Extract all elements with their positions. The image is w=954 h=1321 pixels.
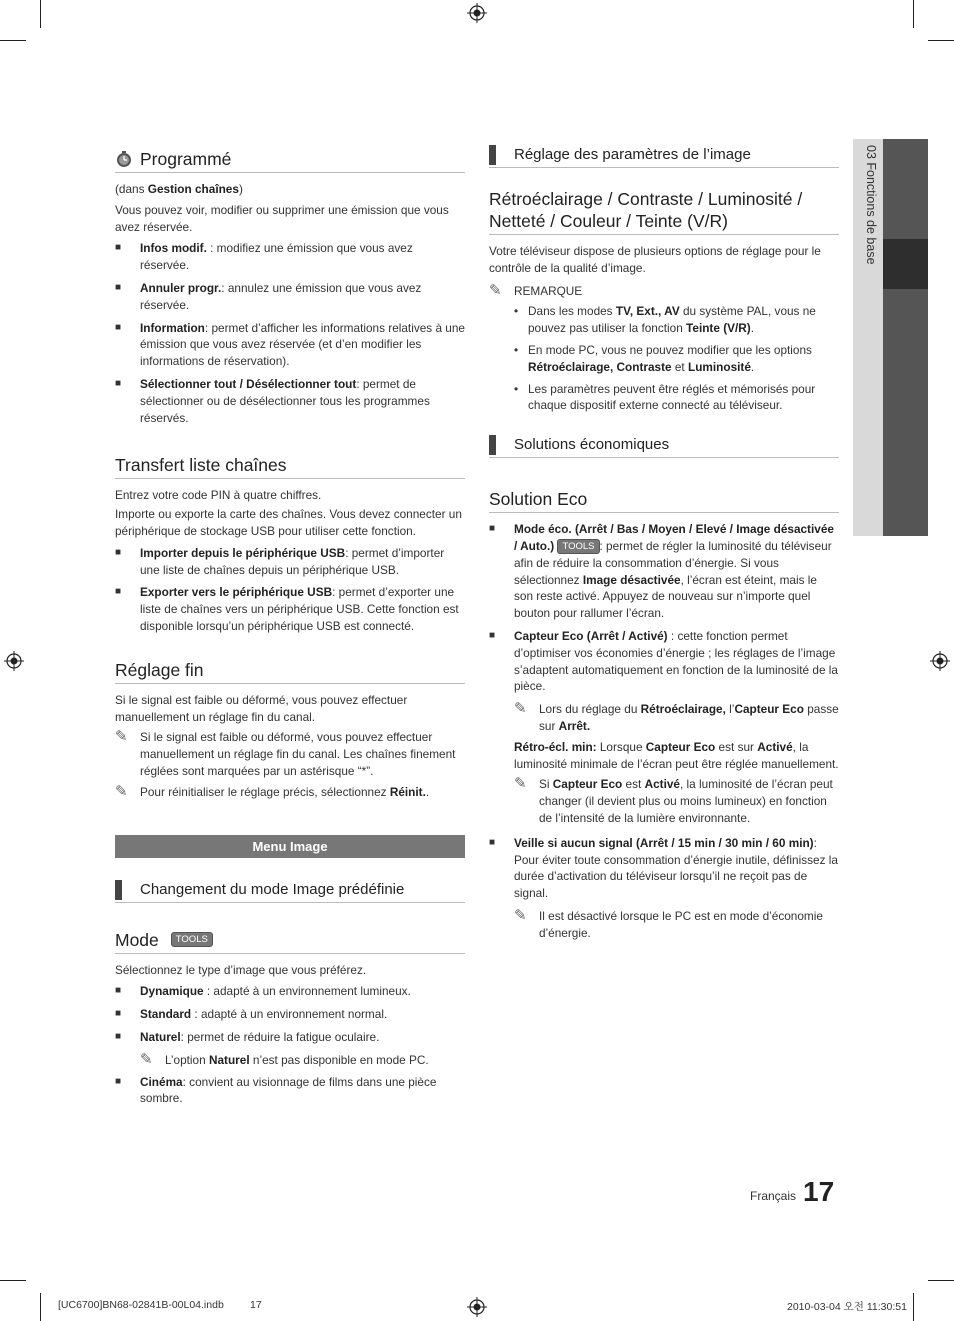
list-item: ■ Importer depuis le périphérique USB: permet d’importer une liste de chaînes depuis un périphérique USB.	[115, 545, 445, 577]
list-item: ■ Naturel: permet de réduire la fatigue oculaire.	[115, 1029, 380, 1044]
clock-icon	[115, 150, 133, 168]
list-item: ■ Annuler progr.: annulez une émission que vous avez réservée.	[115, 280, 422, 312]
section-title: Programmé	[140, 149, 232, 169]
crop-mark	[40, 1293, 41, 1321]
list-item: ■ Standard : adapté à un environnement normal.	[115, 1007, 388, 1022]
note: ✎ L’option Naturel n’est pas disponible en mode PC.	[140, 1050, 429, 1068]
crop-mark	[928, 40, 954, 41]
side-tab-block	[883, 289, 928, 536]
pencil-icon: ✎	[489, 281, 502, 299]
right-column	[489, 140, 839, 946]
list-item: ■ Cinéma: convient au visionnage de films dans une pièce sombre.	[115, 1074, 437, 1106]
section-heading-retro: Rétroéclairage / Contraste / Luminosité / Netteté / Couleur / Teinte (V/R)	[489, 188, 839, 235]
section-heading-eco: Solution Eco	[489, 489, 588, 510]
paragraph: Si le signal est faible ou déformé, vous pouvez effectuer manuellement un réglage fin du canal.	[115, 692, 408, 724]
list-item: ■ Capteur Eco (Arrêt / Activé) : cette fonction permet d’optimiser vos économies d’énergie ; les réglages de l’image s’adaptent automatiquement en fonction de la luminosité de la pièce.	[489, 628, 838, 694]
context-line: (dans Gestion chaînes)	[115, 182, 243, 196]
list-item: ■ Mode éco. (Arrêt / Bas / Moyen / Elevé / Image désactivée / Auto.) TOOLS : permet de régler la luminosité du téléviseur afin de réduire la consommation d’énergie. Si vous sélectionnez Image désactivée, l’écran est éteint, mais le son reste activé. Appuyez de nouveau sur n’importe quel bouton pour rallumer l’écran.	[489, 522, 834, 621]
crop-mark	[0, 1280, 26, 1281]
side-tab-block	[883, 139, 928, 239]
pencil-icon: ✎	[115, 782, 128, 800]
pencil-icon: ✎	[115, 728, 128, 746]
tools-badge: TOOLS	[557, 539, 599, 554]
print-page-number: 17	[250, 1299, 262, 1311]
list-item: ■ Dynamique : adapté à un environnement lumineux.	[115, 984, 411, 999]
crop-mark	[928, 1280, 954, 1281]
note: ✎ Pour réinitialiser le réglage précis, sélectionnez Réinit..	[115, 782, 430, 800]
note: ✎ Si Capteur Eco est Activé, la luminosité de l’écran peut changer (il devient plus ou moins lumineux) en fonction de l’intensité de la lumière environnante.	[514, 775, 833, 825]
pencil-icon: ✎	[514, 700, 527, 718]
footer-language: Français	[750, 1189, 797, 1203]
registration-mark-icon	[467, 3, 487, 23]
pencil-icon: ✎	[140, 1050, 153, 1068]
list-item: ■ Infos modif. : modifiez une émission que vous avez réservée.	[115, 241, 413, 273]
pencil-icon: ✎	[514, 775, 527, 793]
section-heading-mode: Mode TOOLS	[115, 929, 465, 954]
sub-heading: Solutions économiques	[489, 435, 839, 458]
side-tab-label: 03 Fonctions de base	[864, 145, 878, 265]
paragraph: Rétro-écl. min: Lorsque Capteur Eco est sur Activé, la luminosité minimale de l’écran peut être réglée manuellement.	[514, 739, 839, 771]
registration-mark-icon	[467, 1297, 487, 1317]
left-column	[115, 140, 465, 1113]
registration-mark-icon	[930, 651, 950, 671]
section-heading-programme	[115, 148, 465, 173]
note: ✎ Lors du réglage du Rétroéclairage, l’Capteur Eco passe sur Arrêt.	[514, 700, 839, 733]
list-item: ■ Exporter vers le périphérique USB: permet d’exporter une liste de chaînes vers un périphérique USB. Cette fonction est disponible lorsqu’un périphérique USB est connecté.	[115, 585, 459, 633]
registration-mark-icon	[4, 651, 24, 671]
crop-mark	[40, 0, 41, 28]
list-item: • Les paramètres peuvent être réglés et mémorisés pour chaque dispositif externe connecté au téléviseur.	[514, 381, 816, 413]
list-item: • Dans les modes TV, Ext., AV du système PAL, vous ne pouvez pas utiliser la fonction Teinte (V/R).	[514, 304, 816, 336]
section-heading-transfert: Transfert liste chaînes	[115, 454, 465, 479]
paragraph: Sélectionnez le type d’image que vous préférez.	[115, 962, 367, 977]
pencil-icon: ✎	[514, 906, 527, 924]
list-item: ■ Sélectionner tout / Désélectionner tout: permet de sélectionner ou de désélectionner tous les programmes réservés.	[115, 376, 430, 425]
paragraph: Vous pouvez voir, modifier ou supprimer une émission que vous avez réservée.	[115, 202, 449, 234]
list-item: • En mode PC, vous ne pouvez modifier que les options Rétroéclairage, Contraste et Luminosité.	[514, 342, 812, 374]
crop-mark	[913, 0, 914, 28]
side-tab-active-block	[883, 239, 928, 289]
crop-mark	[0, 40, 26, 41]
page-number: 17	[803, 1176, 835, 1207]
list-item: ■ Information: permet d’afficher les informations relatives à une émission que vous avez réservée (et d’en modifier les informations de réservation).	[115, 320, 465, 369]
note: ✎ Il est désactivé lorsque le PC est en mode d’économie d’énergie.	[514, 906, 823, 940]
note: ✎ Si le signal est faible ou déformé, vous pouvez effectuer manuellement un réglage fin du canal. Les chaînes finement réglées sont marquées par un astérisque “*”.	[115, 728, 456, 778]
print-date: 2010-03-04 오전 11:30:51	[787, 1301, 907, 1313]
menu-bar: Menu Image	[115, 835, 465, 858]
crop-mark	[913, 1293, 914, 1321]
paragraph: Entrez votre code PIN à quatre chiffres.	[115, 488, 322, 503]
list-item: ■ Veille si aucun signal (Arrêt / 15 min / 30 min / 60 min): Pour éviter toute consommation d’énergie inutile, définissez la durée d’activation du téléviseur lorsqu’il ne reçoit pas de signal.	[489, 835, 838, 901]
paragraph: Importe ou exporte la carte des chaînes. Vous devez connecter un périphérique de stockage USB pour utiliser cette fonction.	[115, 507, 462, 538]
print-file-name: [UC6700]BN68-02841B-00L04.indb	[58, 1299, 224, 1311]
tools-badge: TOOLS	[171, 932, 213, 947]
remarque-label: ✎ REMARQUE	[489, 281, 583, 299]
paragraph: Votre téléviseur dispose de plusieurs options de réglage pour le contrôle de la qualité d’image.	[489, 244, 821, 275]
sub-heading: Changement du mode Image prédéfinie	[115, 880, 465, 903]
section-heading-reglage-fin: Réglage fin	[115, 659, 465, 684]
sub-heading: Réglage des paramètres de l’image	[489, 145, 839, 168]
